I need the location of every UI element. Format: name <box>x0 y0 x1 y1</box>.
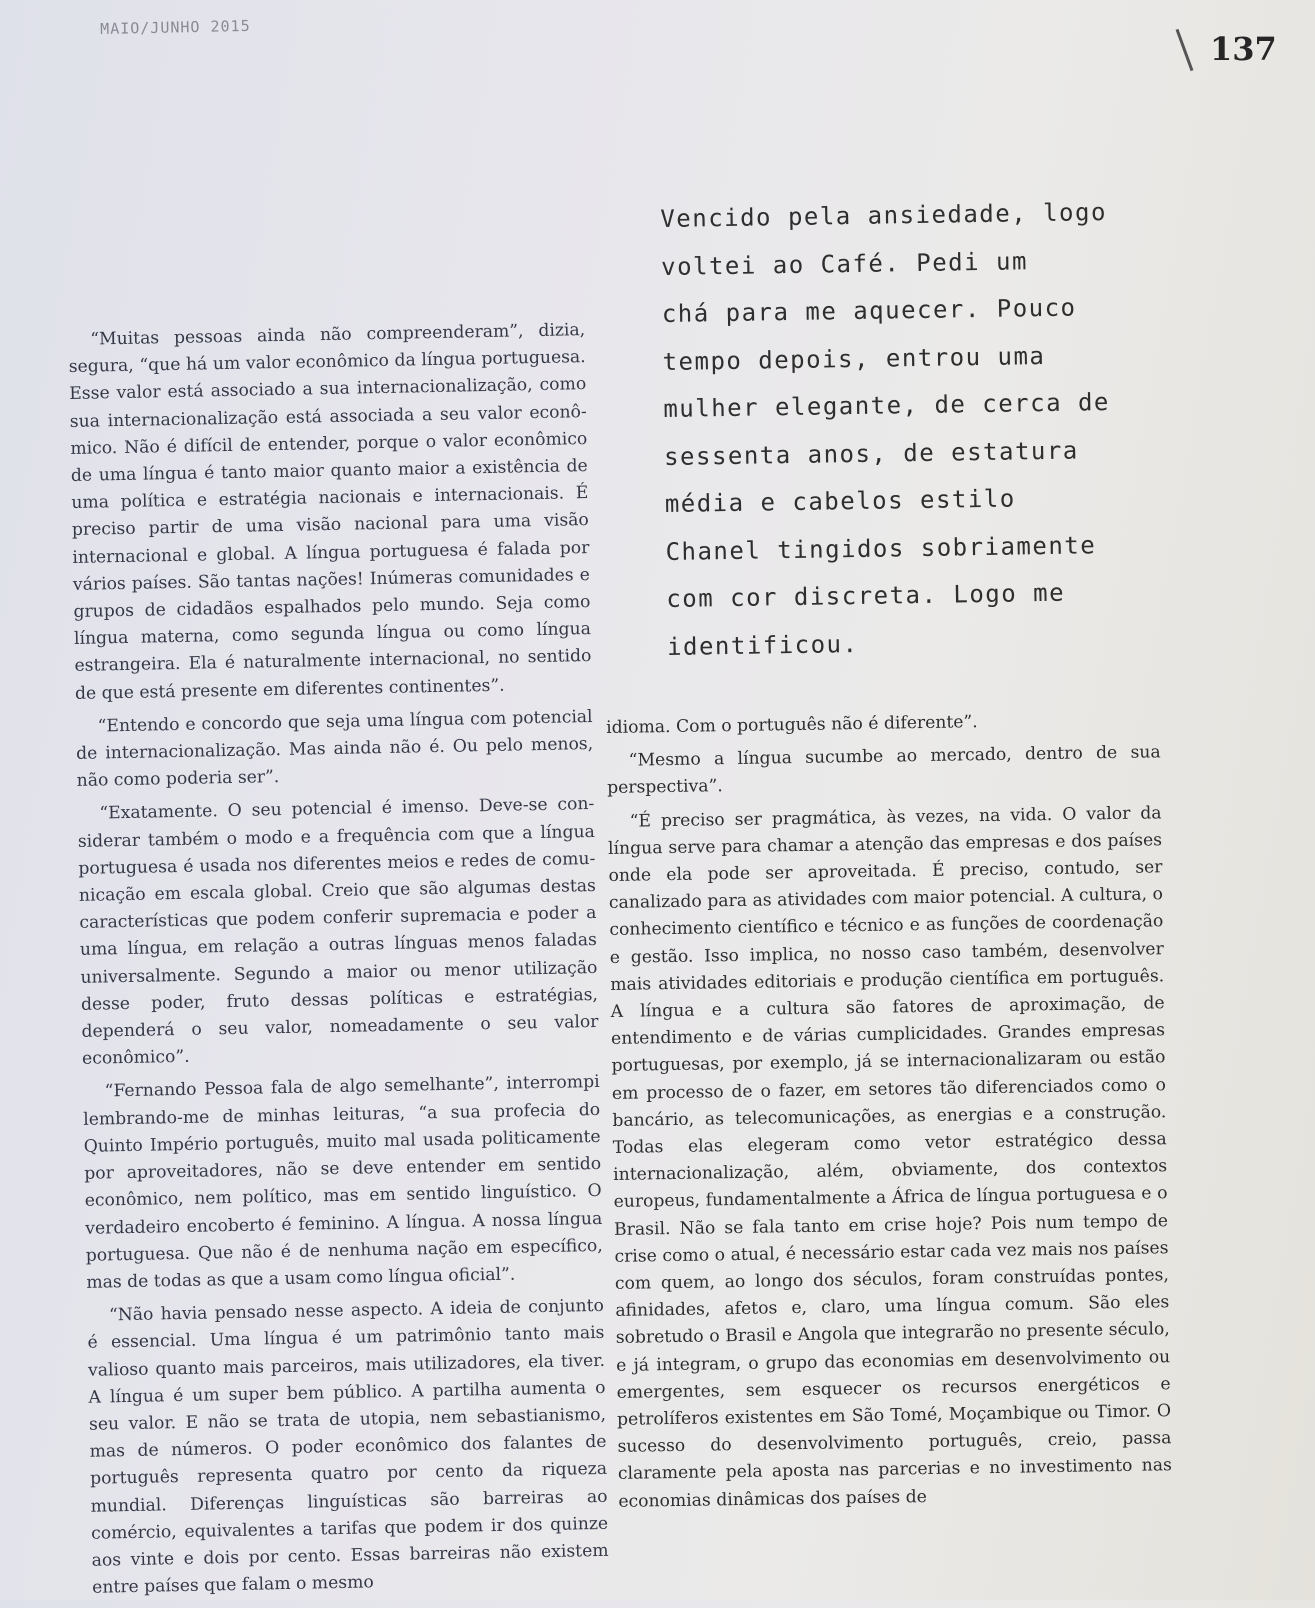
left-text-column <box>68 317 610 1608</box>
pull-quote <box>660 188 1147 670</box>
paragraph: “Não havia pensado nesse aspecto. A ideia de conjunto é essencial. Uma língua é um patrimônio tanto mais valioso quanto mais parceiros, mais utilizadores, ela tiver. A língua é um super bem público. A partilha aumenta o seu valor. E não se trata de utopia, nem sebastianismo, mas de números. O poder econômico dos falantes de português representa quatro por cento da riqueza mundial. Diferenças linguísticas são barreiras ao comércio, equivalentes a tarifas que podem ir dos quinze aos vinte e dois por cento. Essas barreiras não existem entre países que falam o mesmo <box>87 1296 609 1598</box>
paragraph: “Exatamente. O seu potencial é imenso. Deve-se considerar também o modo e a frequência com que a língua portuguesa é usada nos diferentes meios e redes de comunicação em escala global. Creio que são algumas destas características que podem conferir supremacia e poder a uma língua, em relação a outras línguas menos faladas universalmente. Segundo a maior ou menor utilização desse poder, fruto dessas políticas e estratégias, dependerá o seu valor, nomeadamente o seu valor econômico”. <box>77 794 599 1070</box>
pull-quote-line: Chanel tingidos sobriamente <box>665 530 1097 566</box>
paragraph: “É preciso ser pragmática, às vezes, na vida. O valor da língua serve para chamar a atenção das empresas e dos países onde ela pode ser aproveitada. É preciso, contudo, ser canalizado para as atividades com maior potencial. A cultura, o conhecimento científico e técnico e as funções de coordenação e gestão. Isso implica, no nosso caso também, desenvolver mais atividades editoriais e produção científica em português. A língua e a cultura são fatores de aproximação, de entendimento e de várias cumplicidades. Grandes empresas portuguesas, por exemplo, já se internacionalizaram ou estão em processo de o fazer, em setores tão diferenciados como o bancário, as telecomunicações, as energias e a construção. Todas elas elegeram como vetor estratégico dessa internacionalização, além, obviamente, dos contextos europeus, fundamentalmente a África de língua portuguesa e o Brasil. Não se fala tanto em crise hoje? Pois num tempo de crise como o atual, é necessário estar cada vez mais nos países com quem, ao longo dos séculos, foram construídas pontes, afinidades, afetos e, claro, uma língua comum. São eles sobretudo o Brasil e Angola que integrarão no presente século, e já integram, o grupo das economias em desenvolvimento ou emergentes, sem esquecer os recursos energéticos e petrolíferos existentes em São Tomé, Moçambique ou Timor. O sucesso do desenvolvimento português, creio, passa claramente pela aposta nas parcerias e no investimento nas economias dinâmicas dos países de <box>607 802 1173 1512</box>
pull-quote-line: sessenta anos, de estatura <box>663 435 1079 471</box>
pull-quote-line: tempo depois, entrou uma <box>662 341 1046 376</box>
paragraph: “Entendo e concordo que seja uma língua com potencial de internacionalização. Mas ainda não é. Ou pelo menos, não como poderia ser”. <box>76 706 594 792</box>
paragraph: “Mesmo a língua sucumbe ao mercado, dentro de sua perspectiva”. <box>606 742 1161 799</box>
pull-quote-line: mulher elegante, de cerca de <box>663 387 1111 423</box>
pull-quote-line: média e cabelos estilo <box>664 484 1016 518</box>
fold-mark <box>1176 29 1194 71</box>
right-text-column <box>606 706 1173 1521</box>
pull-quote-line: Vencido pela ansiedade, logo <box>660 197 1108 233</box>
paragraph-continuation: idioma. Com o português não é diferente”. <box>606 712 978 738</box>
paragraph: “Muitas pessoas ainda não compreenderam”, dizia, segura, “que há um valor econômico da língua portuguesa. Esse valor está associado a sua internacionalização, como sua internacionalização está associada a seu valor econômico. Não é difícil de entender, porque o valor econômico de uma língua é tanto maior quanto maior a existência de uma política e estratégia nacionais e internacionais. É preciso partir de uma visão nacional para uma visão internacional e global. A língua portuguesa é falada por vários países. São tantas nações! Inúmeras comunidades e grupos de cidadãos espalhados pelo mundo. Seja como língua materna, como segunda língua ou como língua estrangeira. Ela é naturalmente internacional, no sentido de que está presente em diferentes continentes”. <box>68 320 592 704</box>
paragraph: “Fernando Pessoa fala de algo semelhante”, interrompi lembrando-me de minhas leituras, “a sua profecia do Quinto Império português, muito mal usada politicamente por aproveitadores, não se deve entender em sentido econômico, nem político, mas em sentido linguístico. O verdadeiro encoberto é feminino. A língua. A nossa língua portuguesa. Que não é de nenhuma nação em específico, mas de todas as que a usam como língua oficial”. <box>83 1072 603 1293</box>
pull-quote-line: voltei ao Café. Pedi um <box>660 246 1029 281</box>
header-date: MAIO/JUNHO 2015 <box>100 16 251 38</box>
page-number: 137 <box>1210 30 1277 68</box>
pull-quote-line: com cor discreta. Logo me <box>666 578 1066 613</box>
pull-quote-line: identificou. <box>666 629 859 661</box>
pull-quote-line: chá para me aquecer. Pouco <box>661 293 1077 328</box>
